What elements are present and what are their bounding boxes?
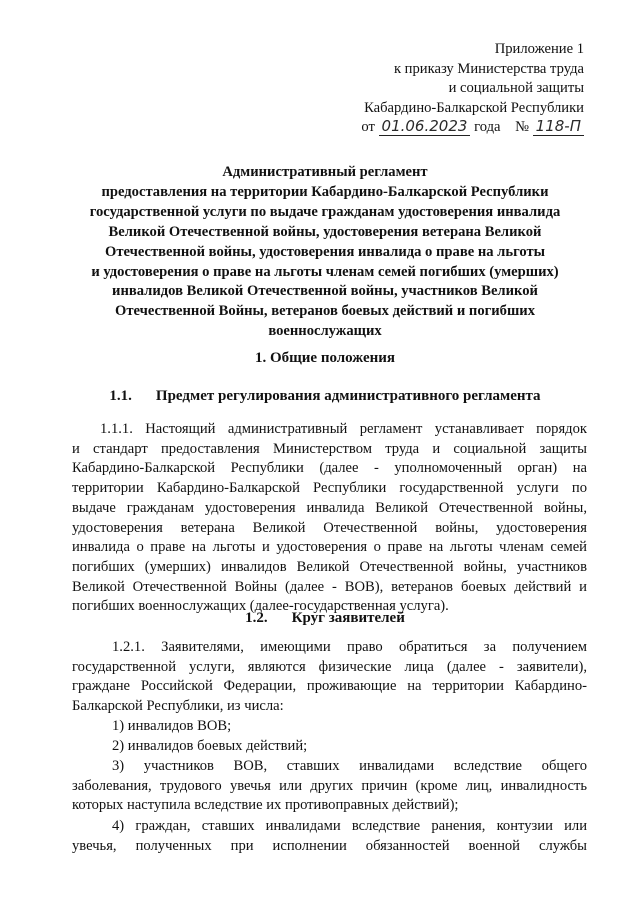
paragraph-1-1-1 — [72, 420, 587, 617]
handwritten-date: 01.06.2023 — [379, 118, 471, 136]
paragraph-line: и стандарт предоставления Министерством труда и социальной защиты — [72, 440, 587, 457]
paragraph-line: Балкарской Республики, из числа: — [72, 698, 284, 715]
appendix-date-number — [361, 118, 584, 138]
appendix-order-ref: к приказу Министерства труда — [393, 60, 584, 77]
date-prefix: от — [361, 119, 375, 135]
list-item-1 — [72, 717, 587, 737]
title-line: государственной услуги по выдаче гражданам удостоверения инвалида — [89, 203, 561, 220]
paragraph-line: 1.1.1. Настоящий административный регламент устанавливает порядок — [100, 421, 587, 437]
subsection-title: Предмет регулирования административного регламента — [155, 388, 541, 404]
paragraph-line: инвалида о праве на льготы и удостоверения о праве на льготы членам семей — [72, 539, 587, 556]
paragraph-line: 1.2.1. Заявителями, имеющими право обратиться за получением — [112, 639, 587, 655]
subsection-title: Круг заявителей — [291, 610, 405, 626]
title-line: Отечественной Войны, ветеранов боевых действий и погибших — [114, 303, 535, 320]
section-heading-general: 1. Общие положения — [254, 350, 396, 366]
appendix-order-ref-2: и социальной защиты — [448, 80, 584, 96]
number-prefix: № — [515, 119, 530, 135]
appendix-title: Приложение 1 — [494, 41, 584, 57]
subsection-heading-1-2 — [60, 610, 590, 627]
list-item-4 — [72, 817, 587, 856]
date-suffix: года — [474, 119, 501, 135]
title-line: Административный регламент — [222, 164, 428, 180]
list-item-3 — [72, 757, 587, 816]
list-item-text: 4) граждан, ставших инвалидами вследствие ранения, контузии или — [112, 818, 587, 834]
subsection-number: 1.2. — [245, 610, 268, 626]
appendix-block — [361, 40, 584, 138]
title-line: Отечественной войны, удостоверения инвалида о праве на льготы — [104, 243, 546, 260]
title-line: и удостоверения о праве на льготы членам семей погибших (умерших) — [91, 263, 559, 280]
paragraph-line: территории Кабардино-Балкарской Республики государственной услуги по — [72, 480, 587, 497]
list-item-text: 2) инвалидов боевых действий; — [112, 738, 308, 754]
paragraph-line: погибших (умерших) инвалидов Великой Отечественной войны, участников — [72, 558, 587, 575]
paragraph-line: Великой Отечественной Войны (далее - ВОВ), ветеранов боевых действий и — [72, 578, 587, 595]
list-item-text: которых наступила вследствие их противоправных действий); — [72, 797, 459, 814]
title-line: предоставления на территории Кабардино-Балкарской Республики — [101, 183, 549, 200]
list-item-text: увечья, полученных при исполнении обязанностей военной службы — [72, 837, 587, 854]
paragraph-line: удостоверения ветерана Великой Отечественной войны, удостоверения — [72, 519, 587, 536]
list-item-text: 1) инвалидов ВОВ; — [112, 718, 232, 734]
paragraph-line: погибших военнослужащих (далее-государственная услуга). — [72, 598, 449, 615]
paragraph-line: граждане Российской Федерации, проживающие на территории Кабардино- — [72, 678, 587, 695]
title-line: инвалидов Великой Отечественной войны, участников Великой — [112, 283, 538, 300]
title-line: военнослужащих — [268, 323, 382, 340]
document-title — [60, 163, 590, 342]
list-item-text: 3) участников ВОВ, ставших инвалидами вследствие общего — [112, 758, 587, 774]
title-line: Великой Отечественной войны, удостоверения ветерана Великой — [108, 223, 542, 240]
handwritten-number: 118-П — [533, 118, 584, 136]
paragraph-1-2-1 — [72, 638, 587, 717]
subsection-number: 1.1. — [109, 388, 132, 404]
paragraph-line: Кабардино-Балкарской Республики (далее - уполномоченный орган) на — [72, 460, 587, 477]
list-item-text: заболевания, трудового увечья или других причин (кроме лиц, инвалидность — [72, 777, 587, 794]
paragraph-line: выдаче гражданам удостоверения инвалида Великой Отечественной войны, — [72, 499, 587, 516]
subsection-heading-1-1 — [60, 388, 590, 405]
appendix-republic: Кабардино-Балкарской Республики — [364, 99, 584, 116]
paragraph-line: государственной услуги, являются физические лица (далее - заявители), — [72, 658, 587, 675]
list-item-2 — [72, 737, 587, 757]
